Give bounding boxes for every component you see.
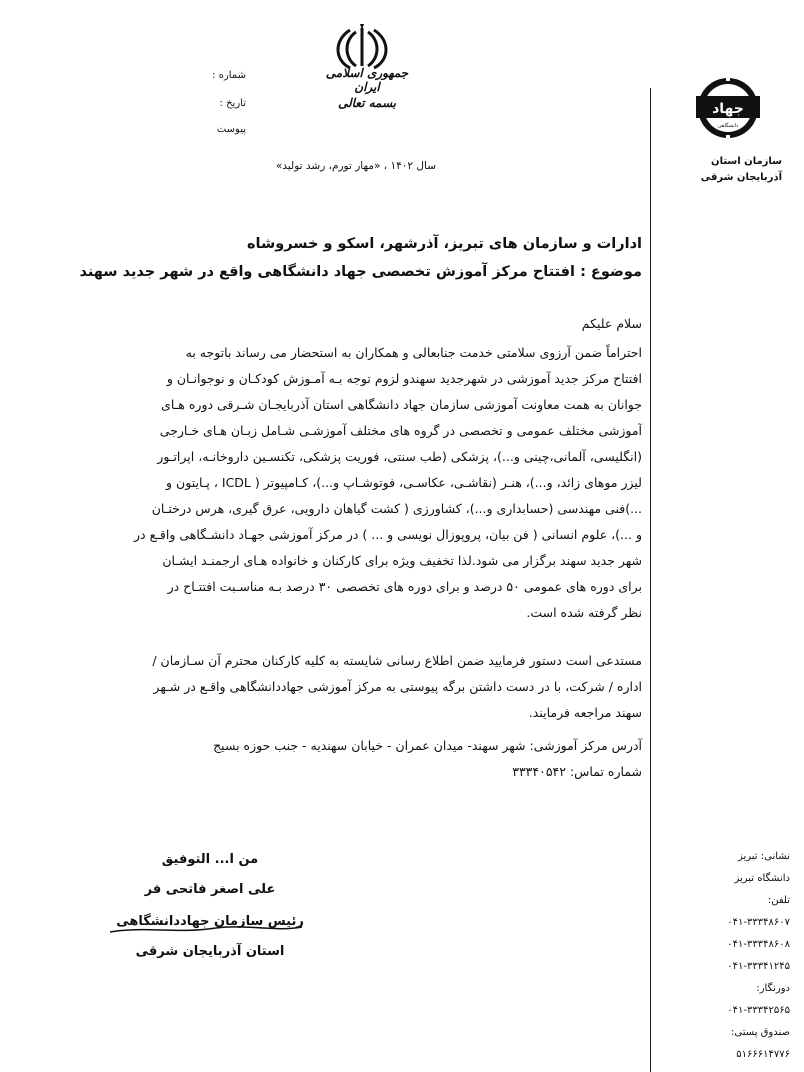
body-line: نظر گرفته شده است. — [526, 605, 642, 620]
contact-line: صندوق پستی: — [731, 1027, 790, 1038]
body-line: ...)فنی مهندسی (حسابداری و...)، کشاورزی ( کشت گیاهان دارویی، عرق گیری، هرس درختـان — [151, 501, 642, 516]
body-line: احتراماً ضمن آرزوی سلامتی خدمت جنابعالی و همکاران به استحضار می رساند باتوجه به — [185, 345, 642, 360]
contact-line: ۰۴۱-۳۳۳۴۱۲۴۵ — [727, 961, 790, 972]
body-line: و ...)، علوم انسانی ( فن بیان، پروپوزال نویسی و ... ) در مرکز آموزشی جهـاد دانشـگاهی واقـع در — [134, 527, 642, 542]
body-line: جوانان به همت معاونت آموزشی سازمان جهاد دانشگاهی استان آذربایجـان شـرقی دوره هـای — [161, 397, 642, 412]
body-paragraph-1 — [64, 340, 642, 626]
signer-name: علی اصغر فاتحی فر — [144, 882, 276, 897]
body-line: افتتاح مرکز جدید آموزشی در شهرجدید سهندو لزوم توجه بـه آمـوزش کودکـان و نوجوانـان و — [166, 371, 642, 386]
body-paragraph-2 — [64, 648, 642, 726]
body-line: (انگلیسی، آلمانی،چینی و...)، پزشکی (طب سنتی، فوریت پزشکی، تکنسـین داروخانـه، اپراتـور — [157, 449, 642, 464]
body-line: شهر جدید سهند برگزار می شود.لذا تخفیف ویژه برای کارکنان و خانواده هـای ارجمنـد ایشـان — [162, 553, 642, 568]
contact-line: دورنگار: — [756, 983, 790, 994]
logo-text: جهاد — [712, 101, 744, 117]
contact-info — [660, 846, 790, 1066]
contact-line: ۰۴۱-۳۳۳۴۸۶۰۸ — [727, 939, 790, 950]
contact-line: ۰۴۱-۳۳۳۴۲۵۶۵ — [727, 1005, 790, 1016]
signer-province: استان آذربایجان شرقی — [135, 944, 285, 959]
body-line: مستدعی است دستور فرمایید ضمن اطلاع رسانی شایسته به کلیه کارکنان محترم آن سـازمان / — [152, 653, 642, 668]
contact-line: ۰۴۱-۳۳۳۴۸۶۰۷ — [727, 917, 790, 928]
jahad-daneshgahi-logo-icon — [686, 72, 770, 144]
handwritten-signature-stroke — [106, 922, 306, 936]
logo-subtext: دانشگاهی — [717, 123, 739, 129]
contact-line: نشانی: تبریز — [737, 851, 790, 862]
body-line: اداره / شرکت، با در دست داشتن برگه پیوستی به مرکز آموزشی جهاددانشگاهی واقـع در شـهر — [153, 679, 642, 694]
body-line: سهند مراجعه فرمایند. — [528, 705, 642, 720]
sidebar-divider — [650, 88, 651, 1072]
organization-name: سازمان استان آذربایجان شرقی — [700, 156, 782, 183]
letter-date-label: تاریخ : — [219, 98, 246, 109]
contact-line: ۵۱۶۶۶۱۴۷۷۶ — [736, 1049, 790, 1060]
center-address: آدرس مرکز آموزشی: شهر سهند- میدان عمران - خیابان سهندیه - جنب حوزه بسیج — [213, 738, 642, 753]
signature-closing: من ا... التوفیق — [161, 852, 259, 867]
signer-title: رئیس سازمان جهاددانشگاهی — [116, 914, 304, 929]
year-slogan: سال ۱۴۰۲ ، «مهار تورم، رشد تولید» — [275, 160, 436, 172]
letter-recipients: ادارات و سازمان های تبریز، آذرشهر، اسکو و خسروشاه — [246, 236, 642, 252]
letter-number-label: شماره : — [212, 70, 246, 81]
contact-line: تلفن: — [767, 895, 790, 906]
salutation: سلام علیکم — [581, 316, 642, 331]
contact-line: دانشگاه تبریز — [734, 873, 790, 884]
letter-subject: موضوع : افتتاح مرکز آموزش تخصصی جهاد دانشگاهی واقع در شهر جدید سهند — [79, 264, 642, 280]
letter-attachment-label: پیوست — [216, 124, 246, 135]
contact-phone: شماره تماس: ۳۳۳۴۰۵۴۲ — [512, 764, 642, 779]
body-line: آموزشی مختلف عمومی و تخصصی در گروه های مختلف آموزشـی شـامل زبـان هـای خـارجی — [159, 423, 642, 438]
body-line: برای دوره های عمومی ۵۰ درصد و برای دوره های تخصصی ۳۰ درصد بـه مناسـبت افتتـاح در — [167, 579, 642, 594]
republic-title: جمهوری اسلامی ایران — [325, 66, 409, 94]
body-line: لیزر موهای زائد، و...)، هنـر (نقاشـی، عکاسـی، فوتوشـاپ و...)، کـامپیوتر ( ICDL ، پـایتون و — [166, 475, 642, 490]
basmala: بسمه تعالی — [337, 96, 397, 110]
